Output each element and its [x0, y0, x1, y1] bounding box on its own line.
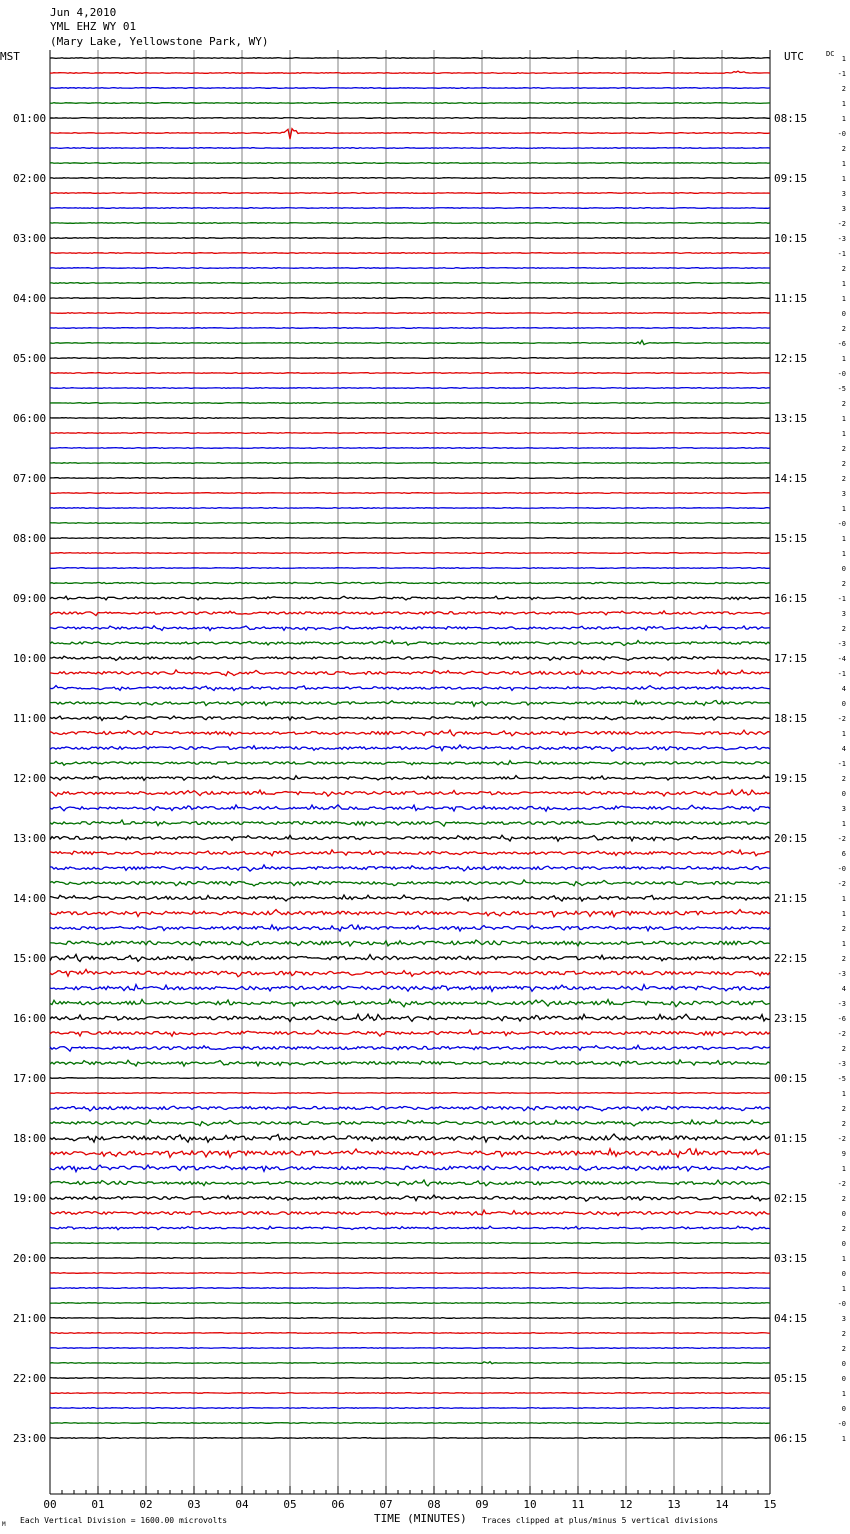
- x-tick-label: 11: [571, 1498, 585, 1511]
- trace-line: [50, 358, 770, 359]
- trace-line: [50, 1180, 770, 1186]
- utc-label: 10:15: [774, 232, 808, 245]
- trace-line: [50, 568, 770, 569]
- trace-line: [50, 58, 770, 59]
- trace-line: [50, 670, 770, 676]
- dc-offset: 2: [841, 625, 846, 633]
- trace-line: [50, 493, 770, 494]
- trace-line: [50, 1226, 770, 1230]
- utc-label: 14:15: [774, 472, 808, 485]
- dc-offset: 1: [841, 160, 846, 168]
- trace-line: [50, 373, 770, 374]
- dc-offset: -2: [837, 1135, 846, 1143]
- mst-label: 08:00: [13, 532, 47, 545]
- dc-offset: -4: [837, 655, 846, 663]
- mst-label: 02:00: [13, 172, 47, 185]
- utc-label: 00:15: [774, 1072, 808, 1085]
- trace-line: [50, 88, 770, 89]
- trace-line: [50, 1195, 770, 1201]
- trace-line: [50, 761, 770, 766]
- dc-offset: 3: [841, 805, 846, 813]
- trace-line: [50, 969, 770, 976]
- dc-offset: 0: [841, 565, 846, 573]
- trace-line: [50, 641, 770, 646]
- trace-line: [50, 1120, 770, 1126]
- dc-offset: 3: [841, 610, 846, 618]
- dc-offset: 2: [841, 1225, 846, 1233]
- utc-hour-labels: [774, 112, 807, 1445]
- trace-line: [50, 1106, 770, 1111]
- trace-line: [50, 129, 770, 139]
- mst-label: 11:00: [13, 712, 47, 725]
- date-label: Jun 4,2010: [50, 6, 117, 19]
- dc-offset: 2: [841, 775, 846, 783]
- dc-offset: -0: [837, 1300, 846, 1308]
- dc-offset: 3: [841, 1315, 846, 1323]
- mst-label: 04:00: [13, 292, 47, 305]
- utc-label: 08:15: [774, 112, 808, 125]
- x-tick-label: 07: [379, 1498, 393, 1511]
- dc-offset: -1: [837, 70, 846, 78]
- trace-line: [50, 1318, 770, 1319]
- utc-label: 13:15: [774, 412, 808, 425]
- dc-offset: -0: [837, 520, 846, 528]
- mst-label: 12:00: [13, 772, 47, 785]
- trace-line: [50, 626, 770, 631]
- trace-line: [50, 1362, 770, 1364]
- dc-offset: 0: [841, 310, 846, 318]
- dc-offset: 2: [841, 145, 846, 153]
- utc-label: 21:15: [774, 892, 808, 905]
- dc-offset: 4: [841, 745, 846, 753]
- dc-offset: 1: [841, 1255, 846, 1263]
- trace-line: [50, 776, 770, 781]
- trace-line: [50, 253, 770, 254]
- dc-offset: 1: [841, 1165, 846, 1173]
- trace-line: [50, 388, 770, 389]
- utc-label: 03:15: [774, 1252, 808, 1265]
- mst-label: 17:00: [13, 1072, 47, 1085]
- dc-offset: 1: [841, 910, 846, 918]
- x-tick-label: 01: [91, 1498, 105, 1511]
- right-axis-title: UTC: [784, 50, 804, 63]
- mst-label: 01:00: [13, 112, 47, 125]
- dc-offset: -2: [837, 220, 846, 228]
- dc-offset: -3: [837, 1000, 846, 1008]
- dc-offset: 0: [841, 700, 846, 708]
- trace-line: [50, 910, 770, 917]
- trace-line: [50, 163, 770, 164]
- trace-line: [50, 790, 770, 796]
- x-tick-label: 02: [139, 1498, 153, 1511]
- dc-offset: 1: [841, 1435, 846, 1443]
- trace-line: [50, 865, 770, 871]
- dc-offset: -1: [837, 670, 846, 678]
- x-tick-label: 04: [235, 1498, 249, 1511]
- dc-offset: 0: [841, 1405, 846, 1413]
- dc-offset: -2: [837, 715, 846, 723]
- trace-line: [50, 1149, 770, 1158]
- trace-line: [50, 1378, 770, 1379]
- trace-line: [50, 71, 770, 73]
- dc-offset: -3: [837, 1060, 846, 1068]
- trace-line: [50, 820, 770, 826]
- trace-line: [50, 1408, 770, 1409]
- mst-label: 09:00: [13, 592, 47, 605]
- dc-offset: 2: [841, 1045, 846, 1053]
- corner-mark: M: [2, 1521, 6, 1528]
- utc-label: 19:15: [774, 772, 808, 785]
- trace-line: [50, 582, 770, 583]
- trace-line: [50, 730, 770, 736]
- dc-offset-labels: [838, 55, 846, 1443]
- dc-offset: 2: [841, 475, 846, 483]
- dc-offset: -2: [837, 1180, 846, 1188]
- utc-label: 23:15: [774, 1012, 808, 1025]
- dc-offset: -2: [837, 835, 846, 843]
- trace-line: [50, 1303, 770, 1304]
- clip-note: Traces clipped at plus/minus 5 vertical divisions: [482, 1516, 719, 1525]
- utc-label: 18:15: [774, 712, 808, 725]
- utc-label: 04:15: [774, 1312, 808, 1325]
- dc-offset: -0: [837, 1420, 846, 1428]
- mst-label: 15:00: [13, 952, 47, 965]
- dc-offset: 1: [841, 535, 846, 543]
- left-axis-title: MST: [0, 50, 20, 63]
- mst-label: 22:00: [13, 1372, 47, 1385]
- trace-line: [50, 1348, 770, 1349]
- mst-label: 10:00: [13, 652, 47, 665]
- dc-offset: 2: [841, 85, 846, 93]
- trace-line: [50, 1288, 770, 1289]
- dc-offset: 2: [841, 325, 846, 333]
- location-label: (Mary Lake, Yellowstone Park, WY): [50, 35, 269, 48]
- dc-offset: 2: [841, 1330, 846, 1338]
- x-tick-label: 00: [43, 1498, 57, 1511]
- dc-offset: 1: [841, 1285, 846, 1293]
- trace-line: [50, 1134, 770, 1142]
- trace-line: [50, 1393, 770, 1394]
- dc-offset: -5: [837, 1075, 846, 1083]
- trace-line: [50, 418, 770, 419]
- dc-offset: 1: [841, 115, 846, 123]
- dc-offset: -1: [837, 760, 846, 768]
- dc-offset: 0: [841, 1210, 846, 1218]
- trace-line: [50, 1014, 770, 1021]
- dc-offset: 3: [841, 490, 846, 498]
- dc-offset: -5: [837, 385, 846, 393]
- grid-lines: [50, 50, 770, 1494]
- utc-label: 20:15: [774, 832, 808, 845]
- trace-line: [50, 148, 770, 149]
- trace-line: [50, 403, 770, 404]
- trace-line: [50, 805, 770, 811]
- dc-offset: -0: [837, 865, 846, 873]
- dc-offset: 2: [841, 445, 846, 453]
- x-axis-title: TIME (MINUTES): [374, 1512, 467, 1525]
- dc-offset: 9: [841, 1150, 846, 1158]
- mst-label: 19:00: [13, 1192, 47, 1205]
- trace-line: [50, 508, 770, 509]
- x-tick-label: 06: [331, 1498, 345, 1511]
- dc-offset: 2: [841, 460, 846, 468]
- dc-offset: 2: [841, 1195, 846, 1203]
- trace-line: [50, 523, 770, 524]
- trace-line: [50, 1333, 770, 1334]
- trace-line: [50, 1273, 770, 1274]
- trace-line: [50, 686, 770, 691]
- trace-line: [50, 1438, 770, 1439]
- trace-line: [50, 478, 770, 479]
- trace-line: [50, 223, 770, 224]
- dc-offset: 0: [841, 1270, 846, 1278]
- mst-label: 14:00: [13, 892, 47, 905]
- scale-note: Each Vertical Division = 1600.00 microvolts: [20, 1516, 228, 1525]
- trace-line: [50, 940, 770, 946]
- trace-line: [50, 1165, 770, 1172]
- trace-line: [50, 283, 770, 284]
- trace-line: [50, 553, 770, 554]
- dc-offset: -1: [837, 250, 846, 258]
- x-axis: [43, 1486, 776, 1511]
- dc-offset: -0: [837, 130, 846, 138]
- trace-line: [50, 103, 770, 104]
- dc-offset: 1: [841, 430, 846, 438]
- x-tick-label: 13: [667, 1498, 681, 1511]
- dc-offset: 1: [841, 550, 846, 558]
- dc-offset: 3: [841, 205, 846, 213]
- dc-offset: 1: [841, 940, 846, 948]
- x-tick-label: 15: [763, 1498, 777, 1511]
- trace-line: [50, 835, 770, 841]
- trace-line: [50, 448, 770, 449]
- mst-label: 06:00: [13, 412, 47, 425]
- dc-offset: 2: [841, 400, 846, 408]
- dc-offset: 1: [841, 820, 846, 828]
- dc-offset: -3: [837, 235, 846, 243]
- dc-offset: 1: [841, 295, 846, 303]
- dc-title: DC: [826, 50, 835, 58]
- dc-offset: 6: [841, 850, 846, 858]
- dc-offset: 3: [841, 190, 846, 198]
- mst-label: 18:00: [13, 1132, 47, 1145]
- mst-label: 05:00: [13, 352, 47, 365]
- trace-line: [50, 1078, 770, 1079]
- trace-line: [50, 193, 770, 194]
- dc-offset: 2: [841, 1105, 846, 1113]
- utc-label: 05:15: [774, 1372, 808, 1385]
- utc-label: 02:15: [774, 1192, 808, 1205]
- trace-line: [50, 611, 770, 616]
- x-tick-label: 09: [475, 1498, 489, 1511]
- trace-line: [50, 1243, 770, 1244]
- trace-line: [50, 1045, 770, 1051]
- dc-offset: 4: [841, 985, 846, 993]
- trace-line: [50, 596, 770, 600]
- trace-line: [50, 538, 770, 539]
- utc-label: 06:15: [774, 1432, 808, 1445]
- mst-label: 20:00: [13, 1252, 47, 1265]
- trace-line: [50, 433, 770, 434]
- trace-line: [50, 208, 770, 209]
- mst-label: 03:00: [13, 232, 47, 245]
- dc-offset: -6: [837, 340, 846, 348]
- dc-offset: 1: [841, 355, 846, 363]
- mst-label: 23:00: [13, 1432, 47, 1445]
- dc-offset: 1: [841, 175, 846, 183]
- trace-line: [50, 328, 770, 329]
- dc-offset: 2: [841, 580, 846, 588]
- trace-line: [50, 925, 770, 931]
- dc-offset: 1: [841, 505, 846, 513]
- trace-line: [50, 656, 770, 660]
- trace-line: [50, 1258, 770, 1259]
- dc-offset: -1: [837, 595, 846, 603]
- trace-line: [50, 895, 770, 901]
- utc-label: 09:15: [774, 172, 808, 185]
- x-tick-label: 14: [715, 1498, 729, 1511]
- dc-offset: 2: [841, 265, 846, 273]
- dc-offset: 1: [841, 100, 846, 108]
- dc-offset: -2: [837, 880, 846, 888]
- dc-offset: 2: [841, 1345, 846, 1353]
- dc-offset: -3: [837, 640, 846, 648]
- trace-line: [50, 340, 770, 344]
- dc-offset: -2: [837, 1030, 846, 1038]
- utc-label: 01:15: [774, 1132, 808, 1145]
- utc-label: 12:15: [774, 352, 808, 365]
- trace-line: [50, 118, 770, 119]
- dc-offset: 1: [841, 895, 846, 903]
- trace-line: [50, 178, 770, 179]
- dc-offset: 2: [841, 925, 846, 933]
- trace-group: [50, 58, 770, 1439]
- trace-line: [50, 1060, 770, 1066]
- utc-label: 17:15: [774, 652, 808, 665]
- trace-line: [50, 999, 770, 1006]
- dc-offset: -3: [837, 970, 846, 978]
- trace-line: [50, 880, 770, 886]
- trace-line: [50, 268, 770, 269]
- dc-offset: -6: [837, 1015, 846, 1023]
- mst-label: 21:00: [13, 1312, 47, 1325]
- trace-line: [50, 850, 770, 856]
- trace-line: [50, 985, 770, 992]
- dc-offset: 1: [841, 280, 846, 288]
- dc-offset: -0: [837, 370, 846, 378]
- dc-offset: 0: [841, 1360, 846, 1368]
- trace-line: [50, 1210, 770, 1216]
- mst-hour-labels: [13, 112, 46, 1445]
- mst-label: 07:00: [13, 472, 47, 485]
- dc-offset: 1: [841, 1090, 846, 1098]
- dc-offset: 1: [841, 1390, 846, 1398]
- dc-offset: 2: [841, 1120, 846, 1128]
- trace-line: [50, 298, 770, 299]
- trace-line: [50, 954, 770, 961]
- trace-line: [50, 313, 770, 314]
- dc-offset: 4: [841, 685, 846, 693]
- utc-label: 16:15: [774, 592, 808, 605]
- dc-offset: 1: [841, 55, 846, 63]
- trace-line: [50, 238, 770, 239]
- utc-label: 22:15: [774, 952, 808, 965]
- trace-line: [50, 1093, 770, 1094]
- trace-line: [50, 1423, 770, 1424]
- x-tick-label: 08: [427, 1498, 441, 1511]
- trace-line: [50, 1030, 770, 1036]
- x-tick-label: 12: [619, 1498, 633, 1511]
- mst-label: 13:00: [13, 832, 47, 845]
- dc-offset: 1: [841, 415, 846, 423]
- trace-line: [50, 716, 770, 720]
- mst-label: 16:00: [13, 1012, 47, 1025]
- x-tick-label: 03: [187, 1498, 201, 1511]
- station-label: YML EHZ WY 01: [50, 20, 137, 33]
- utc-label: 15:15: [774, 532, 808, 545]
- utc-label: 11:15: [774, 292, 808, 305]
- trace-line: [50, 463, 770, 464]
- trace-line: [50, 745, 770, 751]
- dc-offset: 1: [841, 730, 846, 738]
- dc-offset: 0: [841, 790, 846, 798]
- dc-offset: 2: [841, 955, 846, 963]
- x-tick-label: 05: [283, 1498, 297, 1511]
- trace-line: [50, 700, 770, 706]
- dc-offset: 0: [841, 1240, 846, 1248]
- dc-offset: 0: [841, 1375, 846, 1383]
- x-tick-label: 10: [523, 1498, 537, 1511]
